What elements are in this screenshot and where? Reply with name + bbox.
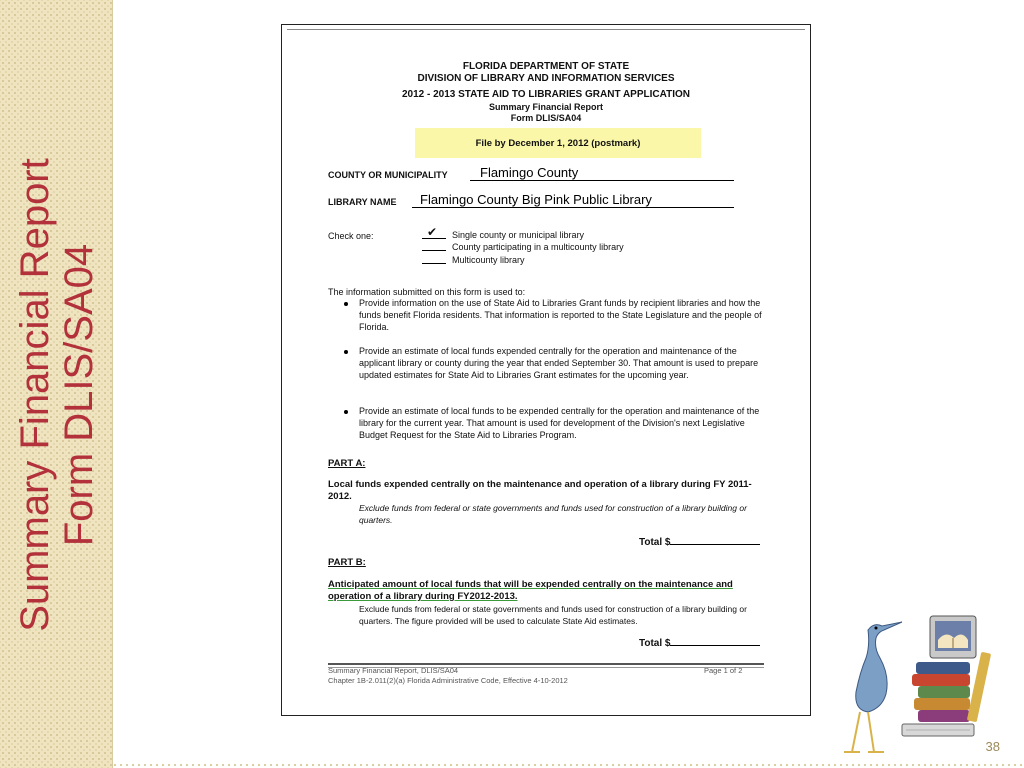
- part-b-total-label: Total $: [639, 638, 671, 649]
- check-one-label: Check one:: [328, 231, 374, 241]
- part-a-total: [639, 534, 760, 548]
- checkmark-icon: ✔: [427, 225, 438, 239]
- county-value: Flamingo County: [480, 165, 579, 180]
- part-b-note: Exclude funds from federal or state governments and funds used for construction of a library building or quarters. The figure provided will be used to calculate State Aid estimates.: [359, 604, 747, 626]
- library-name-value: Flamingo County Big Pink Public Library: [420, 192, 652, 207]
- part-b-heading: PART B:: [328, 557, 366, 568]
- bullet-text-1: Provide information on the use of State Aid to Libraries Grant funds by recipient libraries and how the funds benefit Florida residents. That information is reported to the State Legislature and the people of Florida.: [359, 298, 762, 332]
- bullet-icon: [344, 302, 348, 306]
- part-b-text: Anticipated amount of local funds that will be expended centrally on the maintenance and operation of a library during FY2012-2013.: [328, 579, 733, 602]
- doc-header-line1: FLORIDA DEPARTMENT OF STATE: [462, 61, 630, 72]
- doc-header-line4: Summary Financial Report: [488, 102, 604, 112]
- slide-title-line2: Form DLIS/SA04: [57, 243, 101, 547]
- slide-title: [13, 158, 101, 632]
- deadline-banner: File by December 1, 2012 (postmark): [415, 128, 701, 158]
- doc-header-line3: 2012 - 2013 STATE AID TO LIBRARIES GRANT APPLICATION: [401, 89, 690, 100]
- part-a-total-label: Total $: [639, 537, 671, 548]
- option-county-multicounty: County participating in a multicounty library: [452, 242, 624, 252]
- bullet-icon: [344, 410, 348, 414]
- part-a-text: Local funds expended centrally on the maintenance and operation of a library during FY 2011-2012.: [328, 479, 752, 502]
- form-document-image: [281, 24, 811, 716]
- bullet-icon: [344, 350, 348, 354]
- part-b-total: [639, 635, 760, 649]
- part-a-note: Exclude funds from federal or state governments and funds used for construction of a library building or quarters.: [359, 503, 747, 525]
- slide-title-line1: Summary Financial Report: [13, 158, 57, 632]
- footer-left-2: Chapter 1B-2.011(2)(a) Florida Administrative Code, Effective 4-10-2012: [328, 676, 568, 685]
- part-a-heading: PART A:: [328, 458, 366, 469]
- option-blank-county[interactable]: [422, 240, 446, 251]
- option-multicounty: Multicounty library: [452, 255, 525, 265]
- footer-left-1: Summary Financial Report, DLIS/SA04: [328, 666, 459, 675]
- part-a-total-field[interactable]: [670, 534, 760, 545]
- library-name-label: LIBRARY NAME: [328, 197, 397, 207]
- decorative-bottom-strip: [112, 762, 1024, 768]
- option-blank-multicounty[interactable]: [422, 253, 446, 264]
- county-label: COUNTY OR MUNICIPALITY: [328, 170, 448, 180]
- heron-computer-illustration: [838, 612, 998, 762]
- slide-page-number: 38: [985, 739, 1000, 754]
- footer-page: Page 1 of 2: [704, 666, 743, 675]
- info-intro: The information submitted on this form is used to:: [328, 287, 526, 297]
- bullet-text-3: Provide an estimate of local funds to be expended centrally for the operation and maintenance of the library for the current year. That amount is used for development of the Division's next Legislative Budget Request for the State Aid to Libraries Program.: [359, 406, 760, 440]
- bullet-text-2: Provide an estimate of local funds expended centrally for the operation and maintenance of the applicant library or county during the year that ended September 30. That amount is used to prepare updated estimates for State Aid to Libraries Grant estimates for the upcoming year.: [359, 346, 759, 380]
- doc-header-line5: Form DLIS/SA04: [510, 113, 582, 123]
- doc-header-line2: DIVISION OF LIBRARY AND INFORMATION SERVICES: [417, 73, 675, 84]
- document-top-rule: [287, 29, 805, 30]
- option-single-county: Single county or municipal library: [452, 230, 585, 240]
- decorative-side-band: [0, 0, 113, 768]
- footer-rule: [328, 663, 764, 665]
- part-b-total-field[interactable]: [670, 635, 760, 646]
